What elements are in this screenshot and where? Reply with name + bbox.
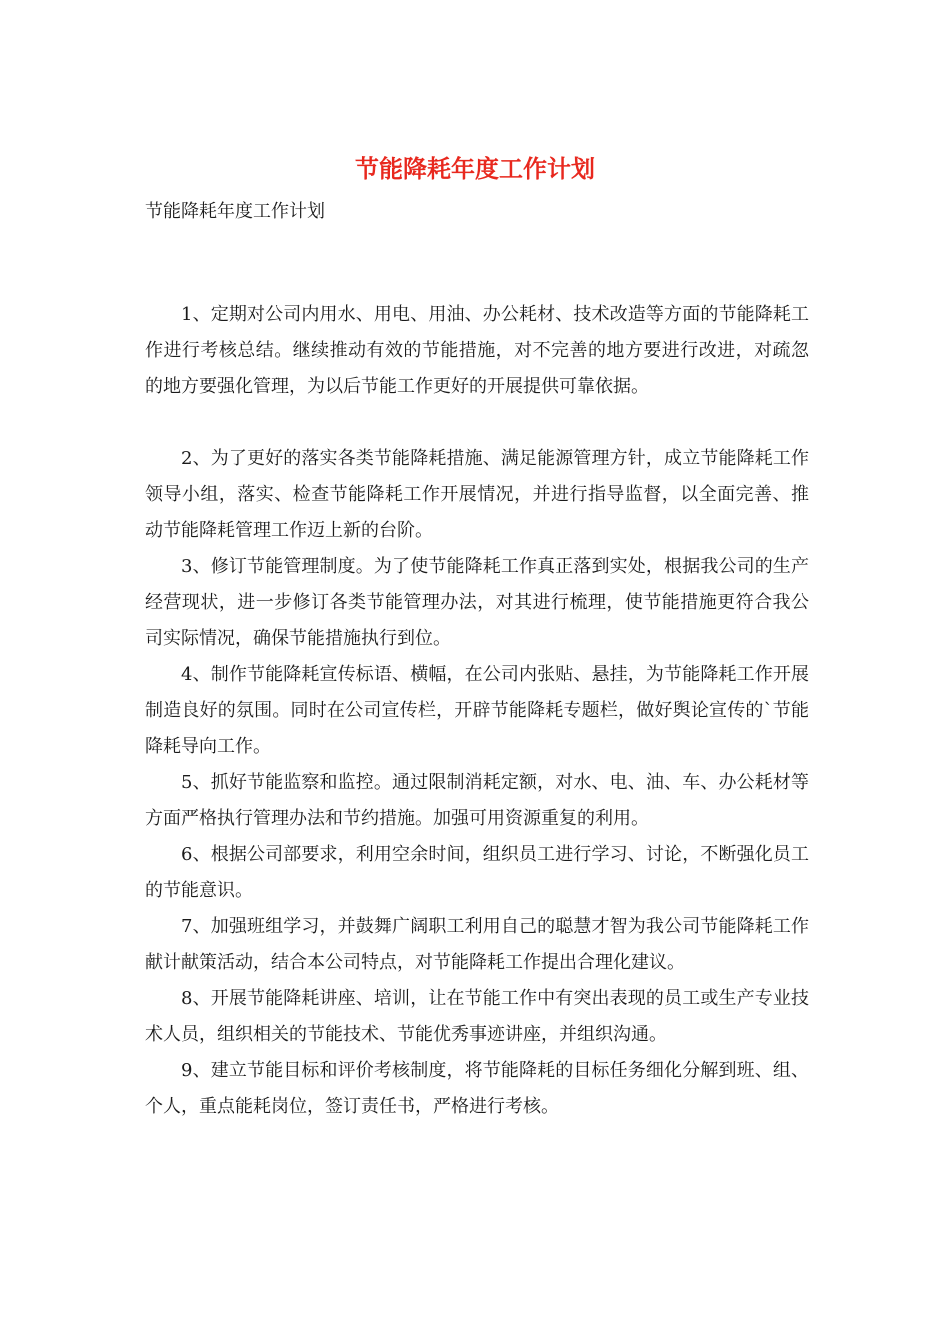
- paragraph-7-text: 7、加强班组学习，并鼓舞广阔职工利用自己的聪慧才智为我公司节能降耗工作献计献策活动，结合本公司特点，对节能降耗工作提出合理化建议。: [145, 916, 809, 973]
- paragraph-3-text: 3、修订节能管理制度。为了使节能降耗工作真正落到实处，根据我公司的生产经营现状，进一步修订各类节能管理办法，对其进行梳理，使节能措施更符合我公司实际情况，确保节能措施执行到位。: [145, 556, 809, 649]
- paragraph-9: [145, 1053, 809, 1125]
- paragraph-6: [145, 837, 809, 909]
- paragraph-5-text: 5、抓好节能监察和监控。通过限制消耗定额，对水、电、油、车、办公耗材等方面严格执行管理办法和节约措施。加强可用资源重复的利用。: [145, 772, 809, 829]
- document-title: 节能降耗年度工作计划: [355, 154, 595, 183]
- paragraph-4-text: 4、制作节能降耗宣传标语、横幅，在公司内张贴、悬挂，为节能降耗工作开展制造良好的氛围。同时在公司宣传栏，开辟节能降耗专题栏，做好舆论宣传的`节能降耗导向工作。: [145, 664, 809, 757]
- paragraph-4: [145, 657, 809, 765]
- paragraph-1-text: 1、定期对公司内用水、用电、用油、办公耗材、技术改造等方面的节能降耗工作进行考核总结。继续推动有效的节能措施，对不完善的地方要进行改进，对疏忽的地方要强化管理，为以后节能工作更好的开展提供可靠依据。: [145, 304, 809, 397]
- paragraph-6-text: 6、根据公司部要求，利用空余时间，组织员工进行学习、讨论，不断强化员工的节能意识。: [145, 844, 809, 901]
- paragraph-3: [145, 549, 809, 657]
- paragraph-8-text: 8、开展节能降耗讲座、培训，让在节能工作中有突出表现的员工或生产专业技术人员，组织相关的节能技术、节能优秀事迹讲座，并组织沟通。: [145, 988, 809, 1045]
- paragraph-2: [145, 441, 809, 549]
- document-subtitle: 节能降耗年度工作计划: [145, 201, 325, 222]
- paragraph-1: [145, 297, 809, 405]
- paragraph-9-text: 9、建立节能目标和评价考核制度，将节能降耗的目标任务细化分解到班、组、个人，重点能耗岗位，签订责任书，严格进行考核。: [145, 1060, 809, 1117]
- paragraph-7: [145, 909, 809, 981]
- paragraph-8: [145, 981, 809, 1053]
- paragraph-5: [145, 765, 809, 837]
- paragraph-2-text: 2、为了更好的落实各类节能降耗措施、满足能源管理方针，成立节能降耗工作领导小组，落实、检查节能降耗工作开展情况，并进行指导监督，以全面完善、推动节能降耗管理工作迈上新的台阶。: [145, 448, 809, 541]
